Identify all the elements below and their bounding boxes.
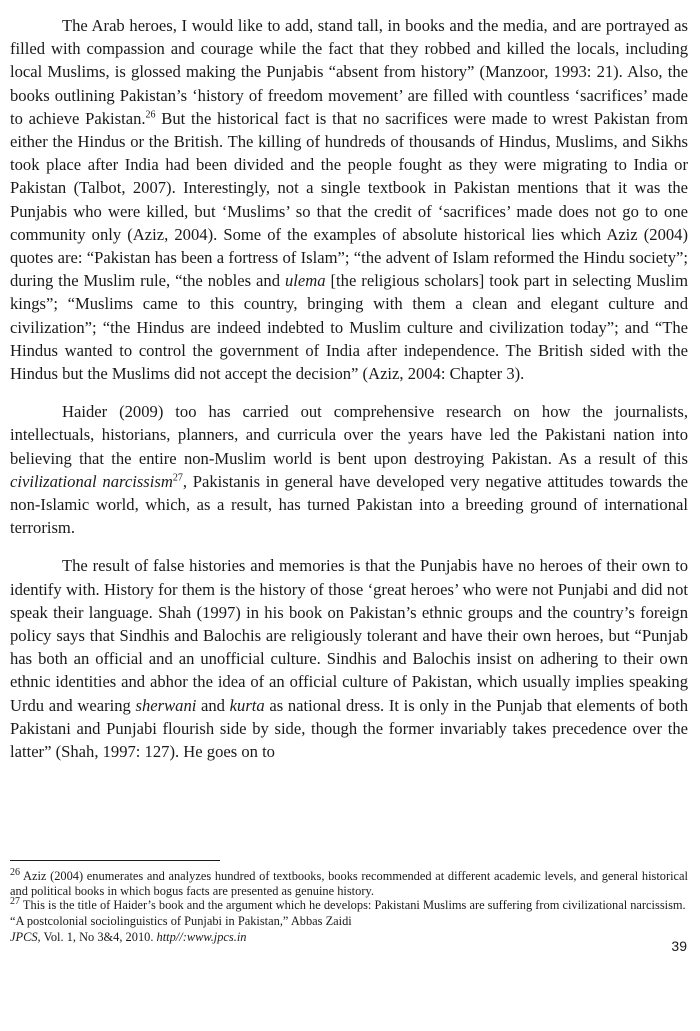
journal-issue: Vol. 1, No 3&4, 2010. xyxy=(40,929,157,944)
document-body xyxy=(10,14,688,778)
paragraph-false-histories xyxy=(10,554,688,763)
article-citation: “A postcolonial sociolinguistics of Punjabi in Pakistan,” Abbas Zaidi xyxy=(10,913,352,928)
journal-info xyxy=(10,929,688,945)
journal-abbreviation: JPCS, xyxy=(10,929,41,944)
paragraph-text: and xyxy=(196,695,230,715)
footnote-ref-26[interactable]: 26 xyxy=(145,109,156,121)
footnote-ref-27[interactable]: 27 xyxy=(172,472,183,484)
paragraph-text: The result of false histories and memories is that the Punjabis have no heroes of their own to identify with. History for them is the history of those ‘great heroes’ who were not Punjabi and did not speak their language. Shah (1997) in his book on Pakistan’s ethnic groups and the country’s foreign policy says that Sindhis and Balochis are religiously tolerant and have their own heroes, but “Punjab has both an official and an unofficial culture. Sindhis and Balochis insist on adhering to their own ethnic identities and abhor the idea of an official culture of Pakistan, which usually implies speaking Urdu and wearing xyxy=(10,556,688,715)
paragraph-text: Haider (2009) too has carried out comprehensive research on how the journalists, intellectuals, historians, planners, and curricula over the years have led the Pakistani nation into believing that the entire non-Muslim world is bent upon destroying Pakistan. As a result of this xyxy=(10,402,688,468)
journal-url[interactable]: http//:www.jpcs.in xyxy=(156,929,247,944)
footnote-27 xyxy=(10,898,688,913)
italic-term: ulema xyxy=(284,271,326,291)
italic-term: civilizational narcissism xyxy=(10,471,173,491)
footnote-divider xyxy=(10,860,220,861)
paragraph-haider xyxy=(10,400,688,539)
italic-term: kurta xyxy=(229,695,265,715)
footnote-number: 27 xyxy=(10,896,20,908)
footnote-text: Aziz (2004) enumerates and analyzes hundred of textbooks, books recommended at different academic levels, and general historical and political books in which bogus facts are presented as genuine history. xyxy=(10,869,688,898)
paragraph-text: [the religious scholars] took part in selecting Muslim kings”; “Muslims came to this country, bringing with them a clean and elegant culture and civilization”; “the Hindus are indeed indebted to Muslim culture and civilization today”; and “The Hindus wanted to control the government of India after independence. The British sided with the Hindus but the Muslims did not accept the decision” (Aziz, 2004: Chapter 3). xyxy=(10,271,688,384)
footnote-number: 26 xyxy=(10,866,20,878)
paragraph-text: , Pakistanis in general have developed very negative attitudes towards the non-Islamic world, which, as a result, has turned Pakistan into a breeding ground of international terrorism. xyxy=(10,471,688,538)
paragraph-arab-heroes xyxy=(10,14,688,385)
footnote-26 xyxy=(10,866,688,898)
footnotes-section xyxy=(10,866,688,945)
page-number: 39 xyxy=(671,938,687,954)
paragraph-text: The Arab heroes, I would like to add, stand tall, in books and the media, and are portrayed as filled with compassion and courage while the fact that they robbed and killed the locals, including local Muslims, is glossed making the Punjabis “absent from history” (Manzoor, 1993: 21). Also, the books outlining Pakistan’s ‘history of freedom movement’ are filled with countless ‘sacrifices’ made to achieve Pakistan. xyxy=(10,16,688,128)
footnote-text: This is the title of Haider’s book and the argument which he develops: Pakistani Muslims are suffering from civilizational narcissism. xyxy=(20,898,686,913)
paragraph-text: But the historical fact is that no sacrifices were made to wrest Pakistan from either the Hindus or the British. The killing of hundreds of thousands of Hindus, Muslims, and Sikhs took place after India had been divided and the people fought as they were migrating to India or Pakistan (Talbot, 2007). Interestingly, not a single textbook in Pakistan mentions that it was the Punjabis who were killed, but ‘Muslims’ so that the credit of ‘sacrifices’ made does not go to one community only (Aziz, 2004). Some of the examples of absolute historical lies which Aziz (2004) quotes are: “Pakistan has been a fortress of Islam”; “the advent of Islam reformed the Hindu society”; during the Muslim rule, “the nobles and xyxy=(10,108,688,291)
italic-term: sherwani xyxy=(135,695,197,715)
paragraph-text: as national dress. It is only in the Punjab that elements of both Pakistani and Punjabi flourish side by side, though the former invariably takes precedence over the latter” (Shah, 1997: 127). He goes on to xyxy=(10,695,688,762)
